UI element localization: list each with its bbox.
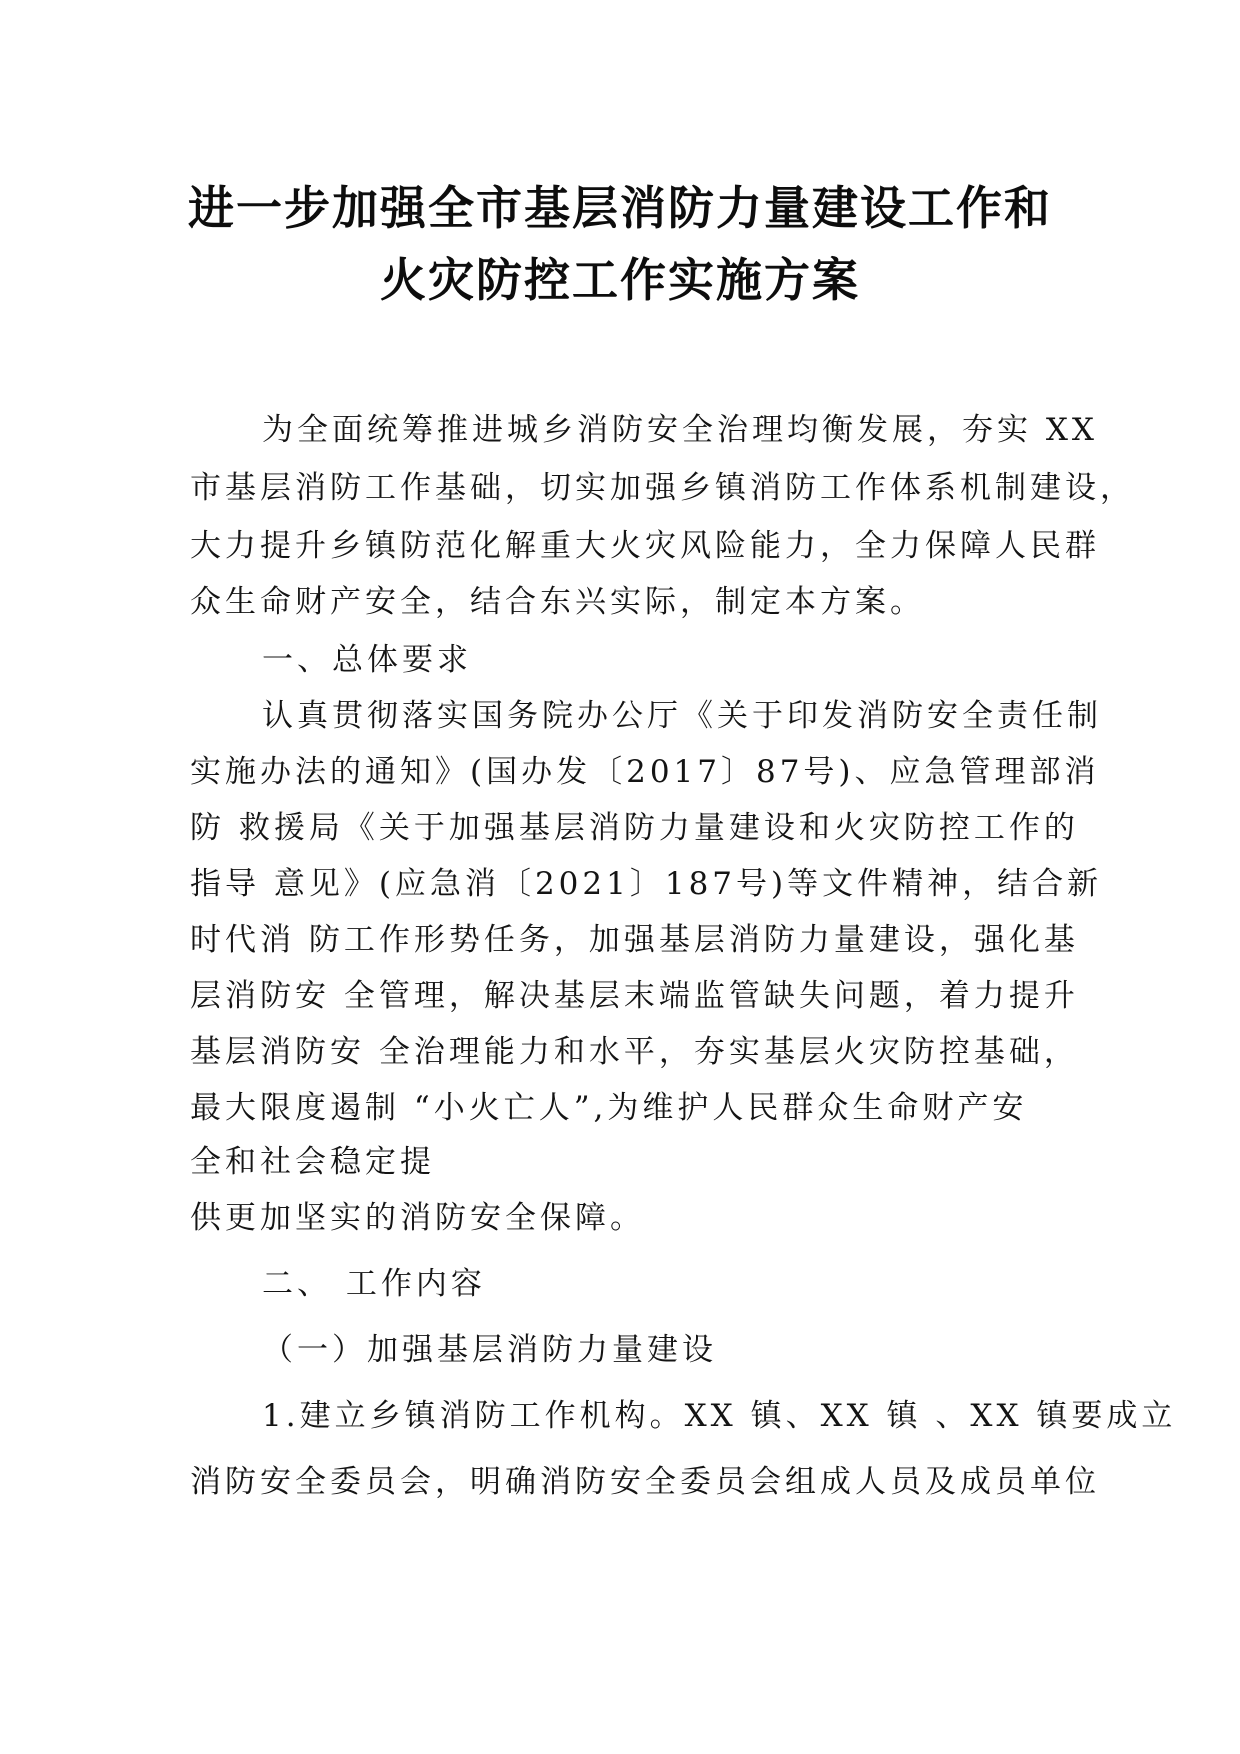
paragraph-line: 实施办法的通知》(国办发〔2017〕87号)、应急管理部消 (190, 754, 1100, 790)
paragraph-line: 指导 意见》(应急消〔2021〕187号)等文件精神，结合新 (190, 866, 1103, 902)
document-title-line-2: 火灾防控工作实施方案 (380, 253, 860, 307)
paragraph-line: 市基层消防工作基础，切实加强乡镇消防工作体系机制建设， (190, 470, 1135, 506)
paragraph-line: 消防安全委员会，明确消防安全委员会组成人员及成员单位 (190, 1464, 1100, 1500)
paragraph-line: 层消防安 全管理，解决基层末端监管缺失问题，着力提升 (190, 978, 1079, 1014)
paragraph-line: 时代消 防工作形势任务，加强基层消防力量建设，强化基 (190, 922, 1079, 958)
paragraph-line: 大力提升乡镇防范化解重大火灾风险能力，全力保障人民群 (190, 528, 1100, 564)
paragraph-line: 全和社会稳定提 (190, 1144, 435, 1180)
paragraph-line: 供更加坚实的消防安全保障。 (190, 1200, 645, 1236)
paragraph-line: 认真贯彻落实国务院办公厅《关于印发消防安全责任制 (262, 698, 1102, 734)
paragraph-line: 为全面统筹推进城乡消防安全治理均衡发展，夯实 XX (262, 412, 1098, 448)
subsection-heading: （一）加强基层消防力量建设 (262, 1332, 717, 1368)
paragraph-line: 基层消防安 全治理能力和水平，夯实基层火灾防控基础， (190, 1034, 1079, 1070)
paragraph-line: 众生命财产安全，结合东兴实际，制定本方案。 (190, 584, 925, 620)
paragraph-line: 防 救援局《关于加强基层消防力量建设和火灾防控工作的 (190, 810, 1079, 846)
section-heading: 二、 工作内容 (262, 1266, 486, 1302)
paragraph-line: 最大限度遏制 “小火亡人”,为维护人民群众生命财产安 (190, 1090, 1028, 1126)
document-title-line-1: 进一步加强全市基层消防力量建设工作和 (188, 181, 1052, 235)
paragraph-line: 1.建立乡镇消防工作机构。XX 镇、XX 镇 、XX 镇要成立 (262, 1398, 1177, 1434)
section-heading: 一、总体要求 (262, 642, 472, 678)
